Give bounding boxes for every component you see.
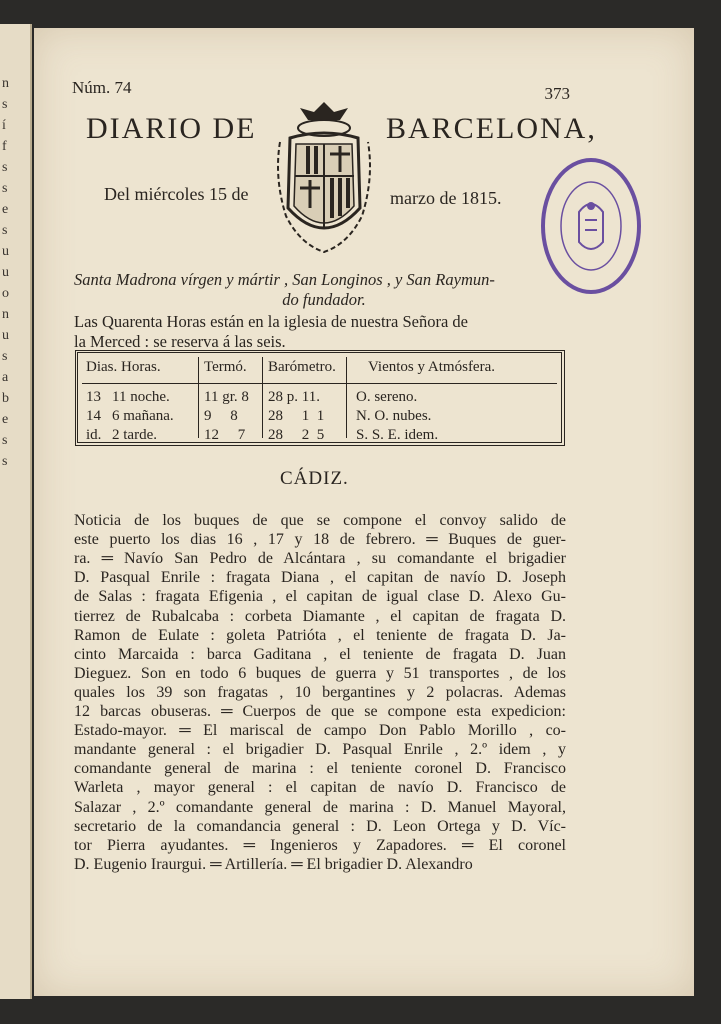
date-text-left: Del miércoles 15 de: [104, 184, 249, 204]
article-line: D. Pasqual Enrile : fragata Diana , el capitan de navío D. Joseph: [74, 569, 566, 587]
left-page-fragment: a: [2, 370, 9, 385]
article-line: tor Pierra ayudantes. ═ Ingenieros y Zapadores. ═ El coronel: [74, 836, 566, 854]
weather-cell-viento: S. S. E. idem.: [356, 427, 439, 443]
left-page-fragment: u: [2, 328, 9, 343]
left-page-edge: [0, 24, 32, 999]
weather-cell-hora: 2 tarde.: [112, 427, 157, 443]
section-title: CÁDIZ.: [280, 468, 349, 489]
article-line: Warleta , mayor general : el capitan de navío D. Francisco de: [74, 779, 566, 797]
weather-cell-dia: 14: [86, 408, 101, 424]
article-line: Salazar , 2.º comandante general de marina : D. Manuel Mayoral,: [74, 798, 566, 816]
left-page-fragment: o: [2, 286, 9, 301]
horas-line-1: Las Quarenta Horas están en la iglesia de nuestra Señora de: [74, 312, 469, 331]
article-line: este puerto los dias 16 , 17 y 18 de febrero. ═ Buques de guer-: [74, 531, 566, 549]
article-line: Noticia de los buques de que se compone el convoy salido de: [74, 512, 566, 529]
weather-cell-termo: 11 gr. 8: [204, 389, 249, 405]
article-line: Estado-mayor. ═ El mariscal de campo Don Pablo Morillo , co-: [74, 722, 566, 740]
weather-cell-termo: 12 7: [204, 427, 246, 443]
table-divider: [346, 357, 347, 438]
weather-cell-hora: 6 mañana.: [112, 408, 174, 424]
left-page-fragment: n: [2, 76, 9, 91]
left-page-fragment: í: [2, 118, 6, 133]
weather-cell-viento: O. sereno.: [356, 389, 418, 405]
left-page-fragment: s: [2, 223, 8, 238]
left-page-fragment: s: [2, 181, 8, 196]
horas-line-2: la Merced : se reserva á las seis.: [74, 332, 286, 351]
left-page-fragment: u: [2, 244, 9, 259]
article-line: quales los 39 son fragatas , 10 bergantines y 2 polacras. Ademas: [74, 683, 566, 701]
left-page-fragment: s: [2, 97, 8, 112]
article-line: Ramon de Eulate : goleta Patrióta , el teniente de fragata D. Ja-: [74, 626, 566, 644]
weather-header-termo: Termó.: [204, 359, 247, 375]
weather-cell-termo: 9 8: [204, 408, 238, 424]
weather-cell-dia: 13: [86, 389, 101, 405]
weather-cell-hora: 11 noche.: [112, 389, 170, 405]
issue-number: Núm. 74: [72, 78, 132, 97]
article-line: de Salas : fragata Efigenia , el capitan de igual clase D. Alexo Gu-: [74, 588, 566, 606]
quarenta-horas-notice: [74, 312, 574, 352]
table-divider: [262, 357, 263, 438]
left-page-fragment: s: [2, 433, 8, 448]
article-line: mandante general : el brigadier D. Pasqual Enrile , 2.º idem , y: [74, 741, 566, 759]
weather-cell-viento: N. O. nubes.: [356, 408, 432, 424]
masthead-title-left: DIARIO DE: [86, 112, 257, 145]
article-line: secretario de la comandancia general : D. Leon Ortega y D. Víc-: [74, 817, 566, 835]
weather-cell-baro: 28 p. 11.: [268, 389, 320, 405]
saints-line-1: Santa Madrona vírgen y mártir , San Longinos , y San Raymun-: [74, 270, 495, 289]
weather-cell-baro: 28 1 1: [268, 408, 325, 424]
weather-header-vientos: Vientos y Atmósfera.: [368, 359, 495, 375]
table-divider: [198, 357, 199, 438]
saints-line-2: do fundador.: [282, 290, 366, 309]
left-page-fragment: e: [2, 202, 9, 217]
left-page-fragment: s: [2, 349, 8, 364]
weather-header-baro: Barómetro.: [268, 359, 336, 375]
left-page-fragment: n: [2, 307, 9, 322]
article-line: Dieguez. Son en todo 6 buques de guerra y 51 transportes , de los: [74, 664, 566, 682]
article-line: 12 barcas obuseras. ═ Cuerpos de que se compone esta expedicion:: [74, 703, 566, 720]
weather-cell-baro: 28 2 5: [268, 427, 325, 443]
barcelona-coat-of-arms-icon: [270, 98, 378, 256]
weather-header-dias: Dias. Horas.: [86, 359, 161, 375]
page-number: 373: [544, 84, 570, 103]
left-page-fragment: e: [2, 412, 9, 427]
left-page-fragment: f: [2, 139, 7, 154]
article-line: cinto Marcaida : barca Gaditana , el teniente de fragata D. Juan: [74, 645, 566, 663]
saints-of-the-day: [74, 270, 574, 310]
left-page-fragment: b: [2, 391, 9, 406]
weather-cell-dia: id.: [86, 427, 102, 443]
article-line: comandante general de marina : el teniente coronel D. Francisco: [74, 760, 566, 778]
article-line: tierrez de Rubalcaba : corbeta Diamante , el capitan de fragata D.: [74, 607, 566, 625]
article-line: D. Eugenio Iraurgui. ═ Artillería. ═ El brigadier D. Alexandro: [74, 855, 473, 873]
date-text-right: marzo de 1815.: [390, 188, 502, 208]
left-page-fragment: s: [2, 454, 8, 469]
left-page-fragment: u: [2, 265, 9, 280]
newspaper-page: [34, 28, 694, 996]
weather-table: [75, 350, 565, 446]
left-page-fragment: s: [2, 160, 8, 175]
table-header-rule: [82, 383, 557, 384]
article-line: ra. ═ Navío San Pedro de Alcántara , su comandante el brigadier: [74, 550, 566, 568]
masthead-title-right: BARCELONA,: [386, 112, 597, 145]
